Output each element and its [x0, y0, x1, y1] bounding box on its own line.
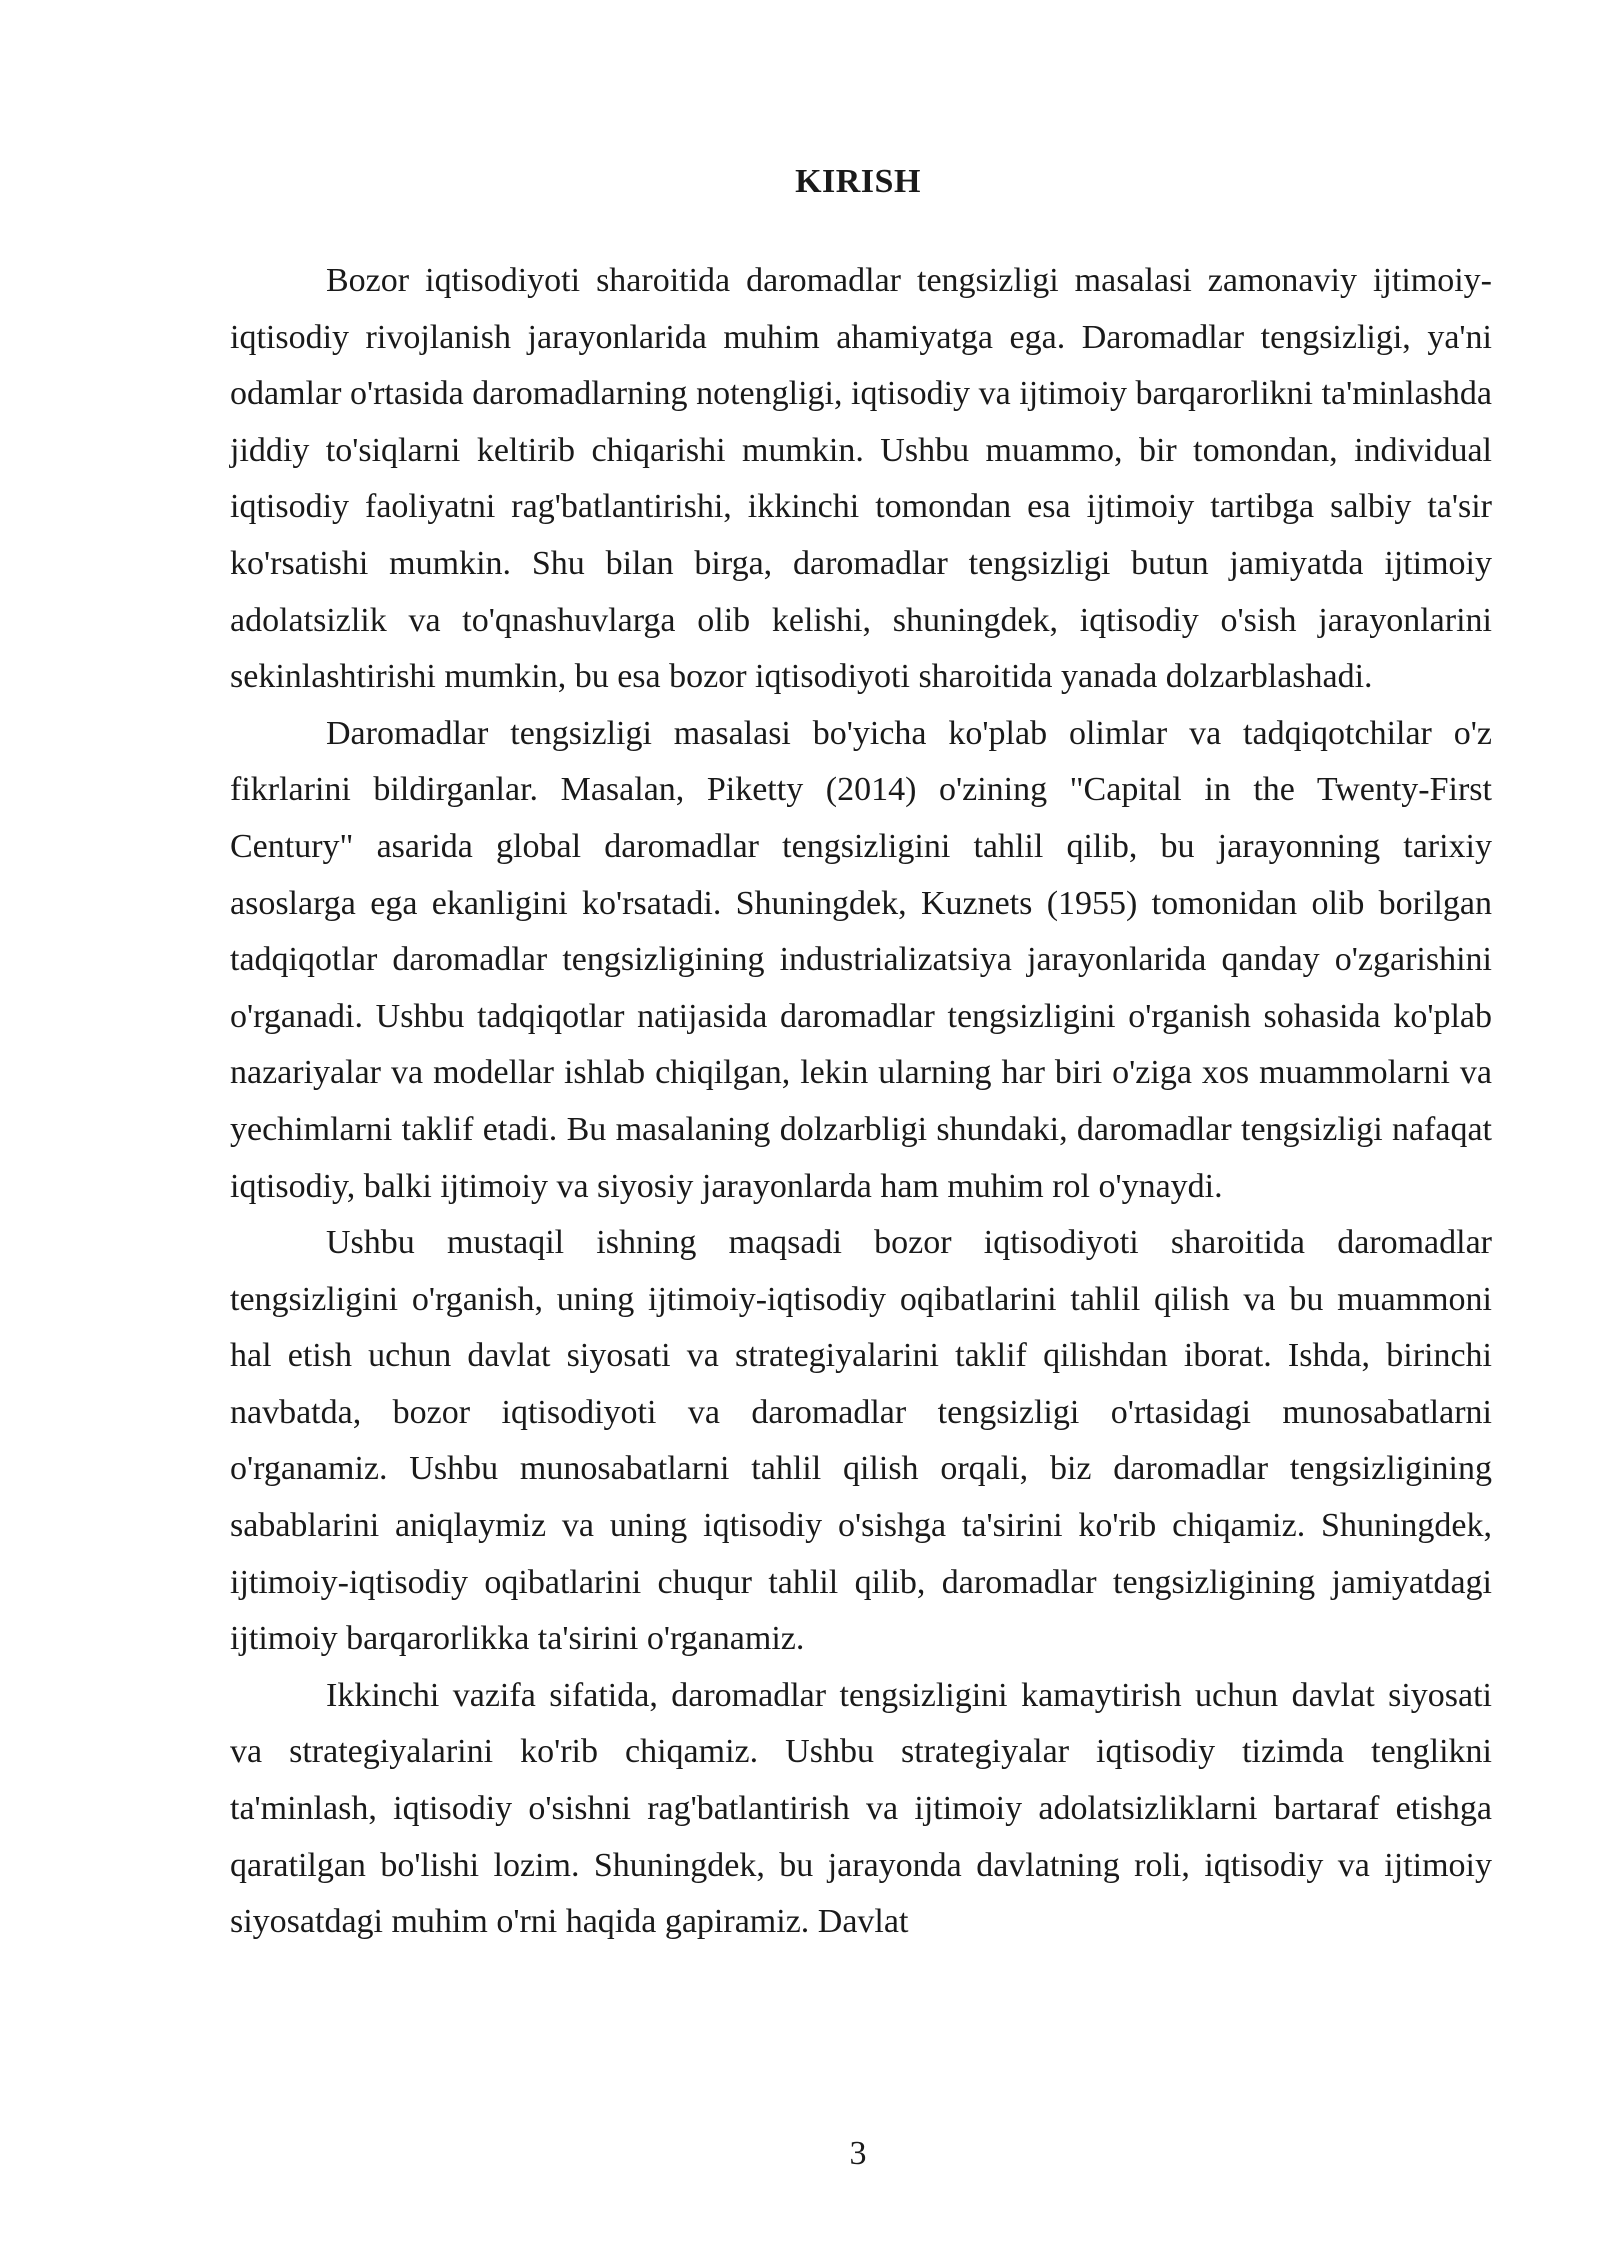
paragraph-3: Ushbu mustaqil ishning maqsadi bozor iqtisodiyoti sharoitida daromadlar tengsizligini o'rganish, uning ijtimoiy-iqtisodiy oqibatlarini tahlil qilish va bu muammoni hal etish uchun davlat siyosati va strategiyalarini taklif qilishdan iborat. Ishda, birinchi navbatda, bozor iqtisodiyoti va daromadlar tengsizligi o'rtasidagi munosabatlarni o'rganamiz. Ushbu munosabatlarni tahlil qilish orqali, biz daromadlar tengsizligining sabablarini aniqlaymiz va uning iqtisodiy o'sishga ta'sirini ko'rib chiqamiz. Shuningdek, ijtimoiy-iqtisodiy oqibatlarini chuqur tahlil qilib, daromadlar tengsizligining jamiyatdagi ijtimoiy barqarorlikka ta'sirini o'rganamiz.: [230, 1224, 1492, 1658]
page-number: 3: [849, 2135, 867, 2172]
paragraph-1: Bozor iqtisodiyoti sharoitida daromadlar tengsizligi masalasi zamonaviy ijtimoiy-iqtisodiy rivojlanish jarayonlarida muhim ahamiyatga ega. Daromadlar tengsizligi, ya'ni odamlar o'rtasida daromadlarning notengligi, iqtisodiy va ijtimoiy barqarorlikni ta'minlashda jiddiy to'siqlarni keltirib chiqarishi mumkin. Ushbu muammo, bir tomondan, individual iqtisodiy faoliyatni rag'batlantirishi, ikkinchi tomondan esa ijtimoiy tartibga salbiy ta'sir ko'rsatishi mumkin. Shu bilan birga, daromadlar tengsizligi butun jamiyatda ijtimoiy adolatsizlik va to'qnashuvlarga olib kelishi, shuningdek, iqtisodiy o'sish jarayonlarini sekinlashtirishi mumkin, bu esa bozor iqtisodiyoti sharoitida yanada dolzarblashadi.: [230, 262, 1492, 696]
paragraph-2: Daromadlar tengsizligi masalasi bo'yicha ko'plab olimlar va tadqiqotchilar o'z fikrlarini bildirganlar. Masalan, Piketty (2014) o'zining "Capital in the Twenty-First Century" asarida global daromadlar tengsizligini tahlil qilib, bu jarayonning tarixiy asoslarga ega ekanligini ko'rsatadi. Shuningdek, Kuznets (1955) tomonidan olib borilgan tadqiqotlar daromadlar tengsizligining industrializatsiya jarayonlarida qanday o'zgarishini o'rganadi. Ushbu tadqiqotlar natijasida daromadlar tengsizligini o'rganish sohasida ko'plab nazariyalar va modellar ishlab chiqilgan, lekin ularning har biri o'ziga xos muammolarni va yechimlarni taklif etadi. Bu masalaning dolzarbligi shundaki, daromadlar tengsizligi nafaqat iqtisodiy, balki ijtimoiy va siyosiy jarayonlarda ham muhim rol o'ynaydi.: [230, 714, 1492, 1205]
paragraph-4: Ikkinchi vazifa sifatida, daromadlar tengsizligini kamaytirish uchun davlat siyosati va strategiyalarini ko'rib chiqamiz. Ushbu strategiyalar iqtisodiy tizimda tenglikni ta'minlash, iqtisodiy o'sishni rag'batlantirish va ijtimoiy adolatsizliklarni bartaraf etishga qaratilgan bo'lishi lozim. Shuningdek, bu jarayonda davlatning roli, iqtisodiy va ijtimoiy siyosatdagi muhim o'rni haqida gapiramiz. Davlat: [230, 1676, 1492, 1941]
page-title: KIRISH: [795, 163, 921, 200]
document-body: [230, 253, 1492, 1951]
